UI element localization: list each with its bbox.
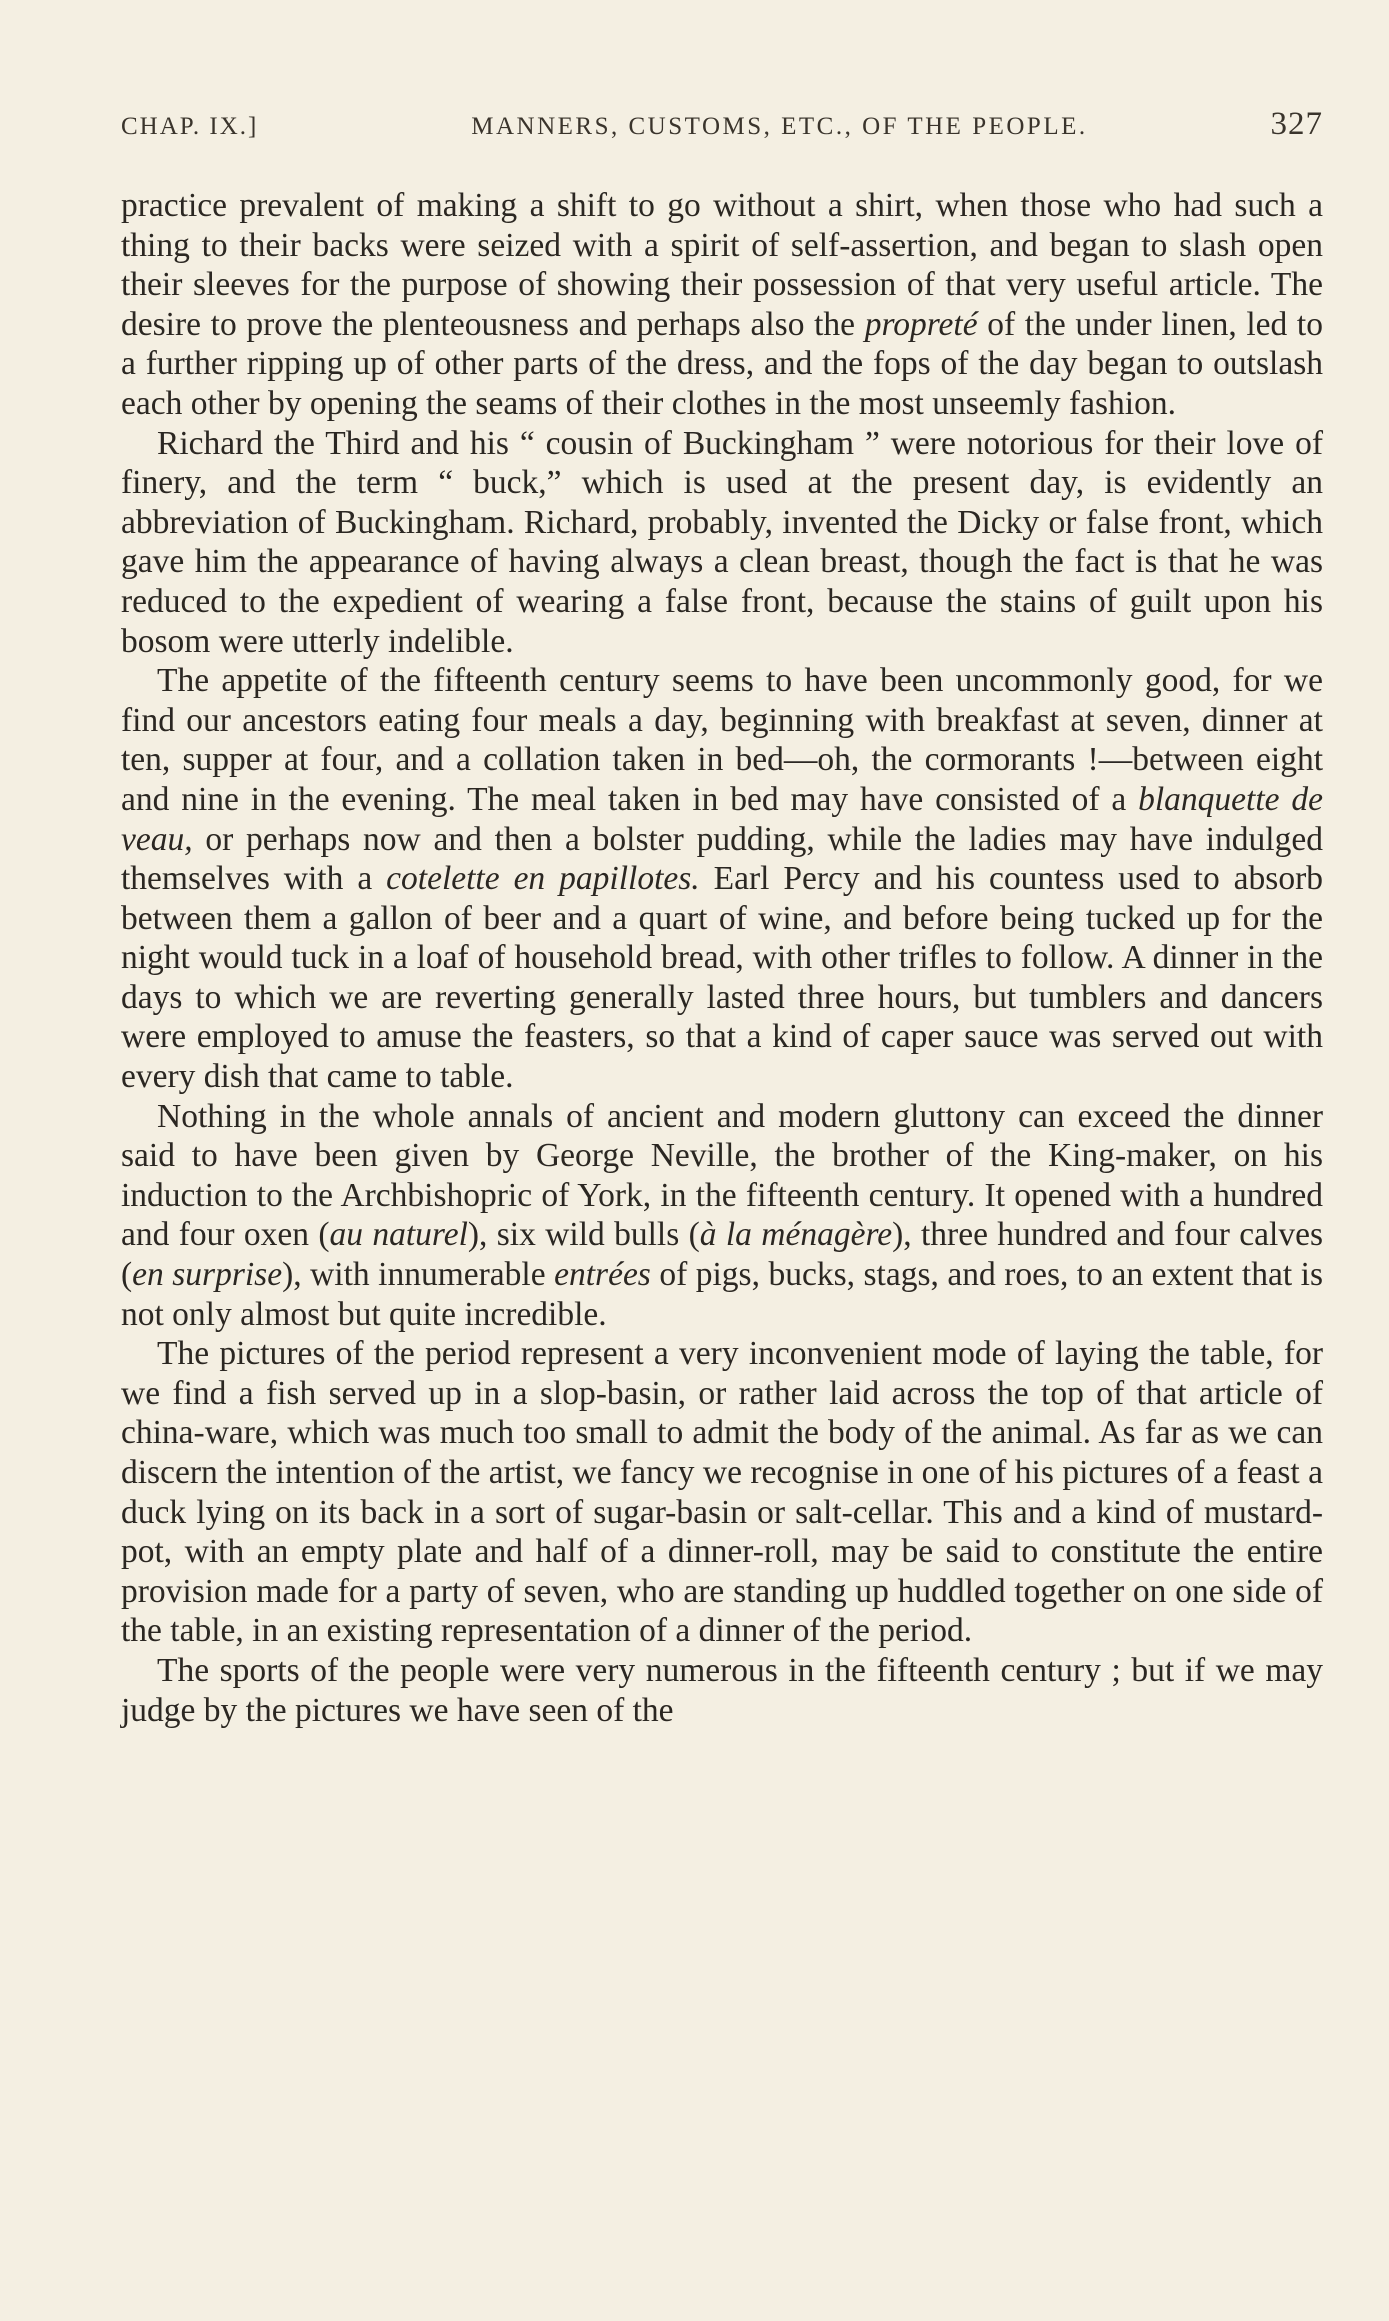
text-run: ), with innumerable bbox=[282, 1256, 555, 1294]
paragraph bbox=[121, 1097, 1323, 1335]
text-run: Richard the Third and his “ cousin of Buckingham ” were notorious for their love of finery, and the term “ buck,” which is used at the present day, is evidently an abbreviation of Buckingham. Richard, probably, invented the Dicky or false front, which gave him the appearance of having always a clean breast, though the fact is that he was reduced to the expedient of wearing a false front, because the stains of guilt upon his bosom were utterly indelible. bbox=[121, 424, 1323, 660]
text-run: of pigs, bucks, stags, and roes, to an extent that is not only almost but quite incredible. bbox=[121, 1256, 1323, 1333]
italic-phrase: en surprise bbox=[132, 1256, 283, 1294]
text-run: of the under linen, led to a further ripping up of other parts of the dress, and the fops of the day began to outslash each other by opening the seams of their clothes in the most unseemly fashion. bbox=[121, 305, 1323, 422]
paragraph bbox=[121, 424, 1323, 662]
paragraph bbox=[121, 186, 1323, 424]
text-run: The appetite of the fifteenth century seems to have been uncommonly good, for we find our ancestors eating four meals a day, beginning with breakfast at seven, dinner at ten, supper at four, and a collation taken in bed—oh, the cormorants !—between eight and nine in the evening. The meal taken in bed may have consisted of a bbox=[121, 662, 1323, 818]
text-run: Nothing in the whole annals of ancient and modern gluttony can exceed the dinner said to have been given by George Neville, the brother of the King-maker, on his induction to the Archbishopric of York, in the fifteenth century. It opened with a hundred and four oxen ( bbox=[121, 1097, 1323, 1254]
italic-phrase: au naturel bbox=[329, 1216, 468, 1254]
italic-phrase: entrées bbox=[554, 1256, 651, 1294]
text-run: ), three hundred and four calves ( bbox=[121, 1216, 1323, 1294]
text-run: The pictures of the period represent a very inconvenient mode of laying the table, for we find a fish served up in a slop-basin, or rather laid across the top of that article of china-ware, which was much too small to admit the body of the animal. As far as we can discern the intention of the artist, we fancy we recognise in one of his pictures of a feast a duck lying on its back in a sort of sugar-basin or salt-cellar. This and a kind of mustard-pot, with an empty plate and half of a dinner-roll, may be said to constitute the entire provision made for a party of seven, who are standing up huddled together on one side of the table, in an existing representation of a dinner of the period. bbox=[121, 1335, 1323, 1650]
chapter-label: CHAP. IX.] bbox=[121, 113, 259, 140]
text-run: ), six wild bulls ( bbox=[467, 1216, 700, 1254]
page-number: 327 bbox=[1270, 106, 1323, 142]
paragraph bbox=[121, 1651, 1323, 1730]
running-head bbox=[121, 106, 1323, 156]
italic-phrase: cotelette en papillotes. bbox=[386, 860, 700, 898]
text-run: Earl Percy and his countess used to absorb between them a gallon of beer and a quart of wine, and before being tucked up for the night would tuck in a loaf of household bread, with other trifles to follow. A dinner in the days to which we are reverting generally lasted three hours, but tumblers and dancers were employed to amuse the feasters, so that a kind of caper sauce was served out with every dish that came to table. bbox=[121, 860, 1323, 1096]
text-run: or perhaps now and then a bolster pudding, while the ladies may have indulged themselves with a bbox=[121, 820, 1323, 898]
italic-phrase: blanquette de veau, bbox=[121, 780, 1323, 858]
running-title: MANNERS, CUSTOMS, ETC., OF THE PEOPLE. bbox=[471, 113, 1088, 140]
italic-phrase: à la ménagère bbox=[699, 1216, 893, 1254]
paragraph bbox=[121, 1334, 1323, 1651]
body-text bbox=[121, 186, 1323, 1730]
paragraph bbox=[121, 661, 1323, 1097]
text-run: The sports of the people were very numerous in the fifteenth century ; but if we may judge by the pictures we have seen of the bbox=[121, 1651, 1323, 1729]
italic-phrase: propreté bbox=[864, 305, 978, 343]
text-run: practice prevalent of making a shift to go without a shirt, when those who had such a thing to their backs were seized with a spirit of self-assertion, and began to slash open their sleeves for the purpose of showing their possession of that very useful article. The desire to prove the plenteousness and perhaps also the bbox=[121, 187, 1323, 343]
